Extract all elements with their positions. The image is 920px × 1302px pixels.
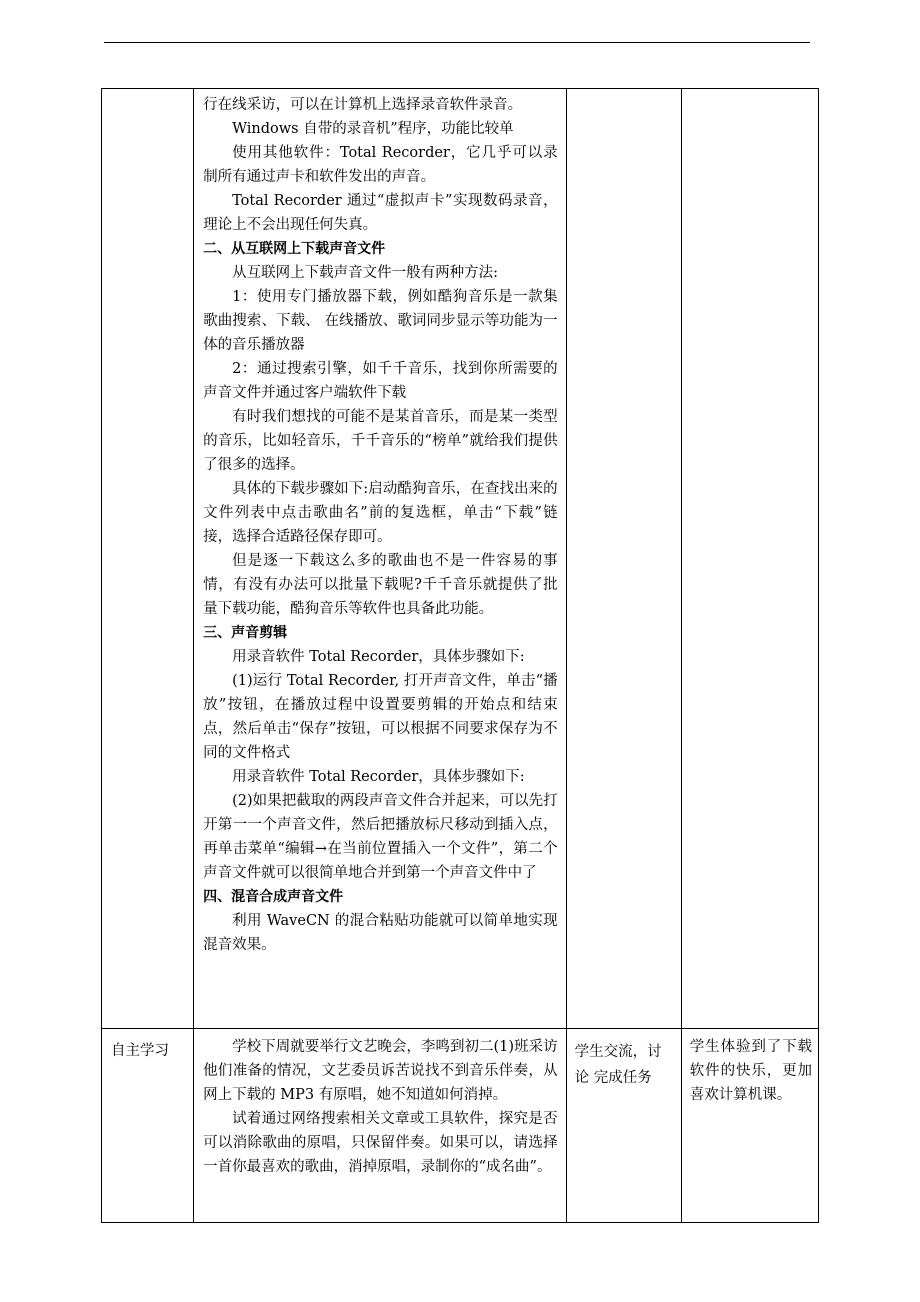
- paragraph: Total Recorder 通过“虚拟声卡”实现数码录音，理论上不会出现任何失真。: [203, 193, 558, 233]
- paragraph: 利用 WaveCN 的混合粘贴功能就可以简单地实现混音效果。: [203, 913, 558, 953]
- paragraph: 2：通过搜索引擎，如千千音乐，找到你所需要的声音文件并通过客户端软件下载: [203, 361, 558, 401]
- paragraph: 从互联网上下载声音文件一般有两种方法:: [232, 265, 499, 281]
- cell-student-activity-empty: [566, 89, 681, 1029]
- cell-stage-label: [102, 1029, 194, 1223]
- lesson-table: [101, 88, 819, 1223]
- section-heading: 四、混音合成声音文件: [203, 889, 344, 905]
- paragraph: 行在线采访，可以在计算机上选择录音软件录音。: [203, 97, 523, 113]
- paragraph: 有时我们想找的可能不是某首音乐，而是某一类型的音乐，比如轻音乐，千千音乐的“榜单”就给我们提供了很多的选择。: [203, 409, 558, 473]
- cell-design-intent-empty: [681, 89, 818, 1029]
- paragraph: 用录音软件 Total Recorder，具体步骤如下:: [232, 769, 525, 785]
- paragraph: 学校下周就要举行文艺晚会，李鸣到初二(1)班采访他们准备的情况，文艺委员诉苦说找不到音乐伴奏，从网上下载的 MP3 有原唱，她不知道如何消掉。: [203, 1039, 558, 1103]
- cell-student-activity: [566, 1029, 681, 1223]
- section-heading: 二、从互联网上下载声音文件: [203, 241, 386, 257]
- paragraph: 但是逐一下载这么多的歌曲也不是一件容易的事情，有没有办法可以批量下载呢?千千音乐就提供了批量下载功能，酷狗音乐等软件也具备此功能。: [203, 553, 558, 617]
- paragraph: 具体的下载步骤如下:启动酷狗音乐，在查找出来的文件列表中点击歌曲名”前的复选框，单击“下载”链接，选择合适路径保存即可。: [203, 481, 558, 545]
- cell-task-content: [194, 1029, 567, 1223]
- stage-label: 自主学习: [111, 1043, 169, 1059]
- paragraph: 使用其他软件：Total Recorder，它几乎可以录制所有通过声卡和软件发出的声音。: [203, 145, 558, 185]
- paragraph: 用录音软件 Total Recorder，具体步骤如下:: [232, 649, 525, 665]
- cell-teaching-content: [194, 89, 567, 1029]
- table-row-self-study: [102, 1029, 819, 1223]
- cell-design-intent: [681, 1029, 818, 1223]
- cell-stage-empty: [102, 89, 194, 1029]
- student-activity-text: 学生交流，讨论 完成任务: [574, 1044, 662, 1086]
- paragraph: Windows 自带的录音机”程序，功能比较单: [232, 121, 514, 137]
- paragraph: 1：使用专门播放器下载，例如酷狗音乐是一款集歌曲搜索、下载、 在线播放、歌词同步显示等功能为一体的音乐播放器: [203, 289, 558, 353]
- paragraph: (2)如果把截取的两段声音文件合并起来，可以先打开第一一个声音文件，然后把播放标尺移动到插入点，再单击菜单“编辑→在当前位置插入一个文件”，第二个声音文件就可以很简单地合并到第一个声音文件中了: [203, 793, 558, 881]
- design-intent-text: 学生体验到了下载软件的快乐，更加喜欢计算机课。: [689, 1039, 812, 1103]
- header-rule: [104, 42, 810, 43]
- paragraph: (1)运行 Total Recorder, 打开声音文件，单击“播放”按钮，在播放过程中设置要剪辑的开始点和结束点，然后单击“保存”按钮，可以根据不同要求保存为不同的文件格式: [203, 673, 558, 761]
- table-row-lesson-content: [102, 89, 819, 1029]
- paragraph: 试着通过网络搜索相关文章或工具软件，探究是否可以消除歌曲的原唱，只保留伴奏。如果可以，请选择一首你最喜欢的歌曲，消掉原唱，录制你的“成名曲”。: [203, 1111, 558, 1175]
- section-heading: 三、声音剪辑: [203, 625, 288, 641]
